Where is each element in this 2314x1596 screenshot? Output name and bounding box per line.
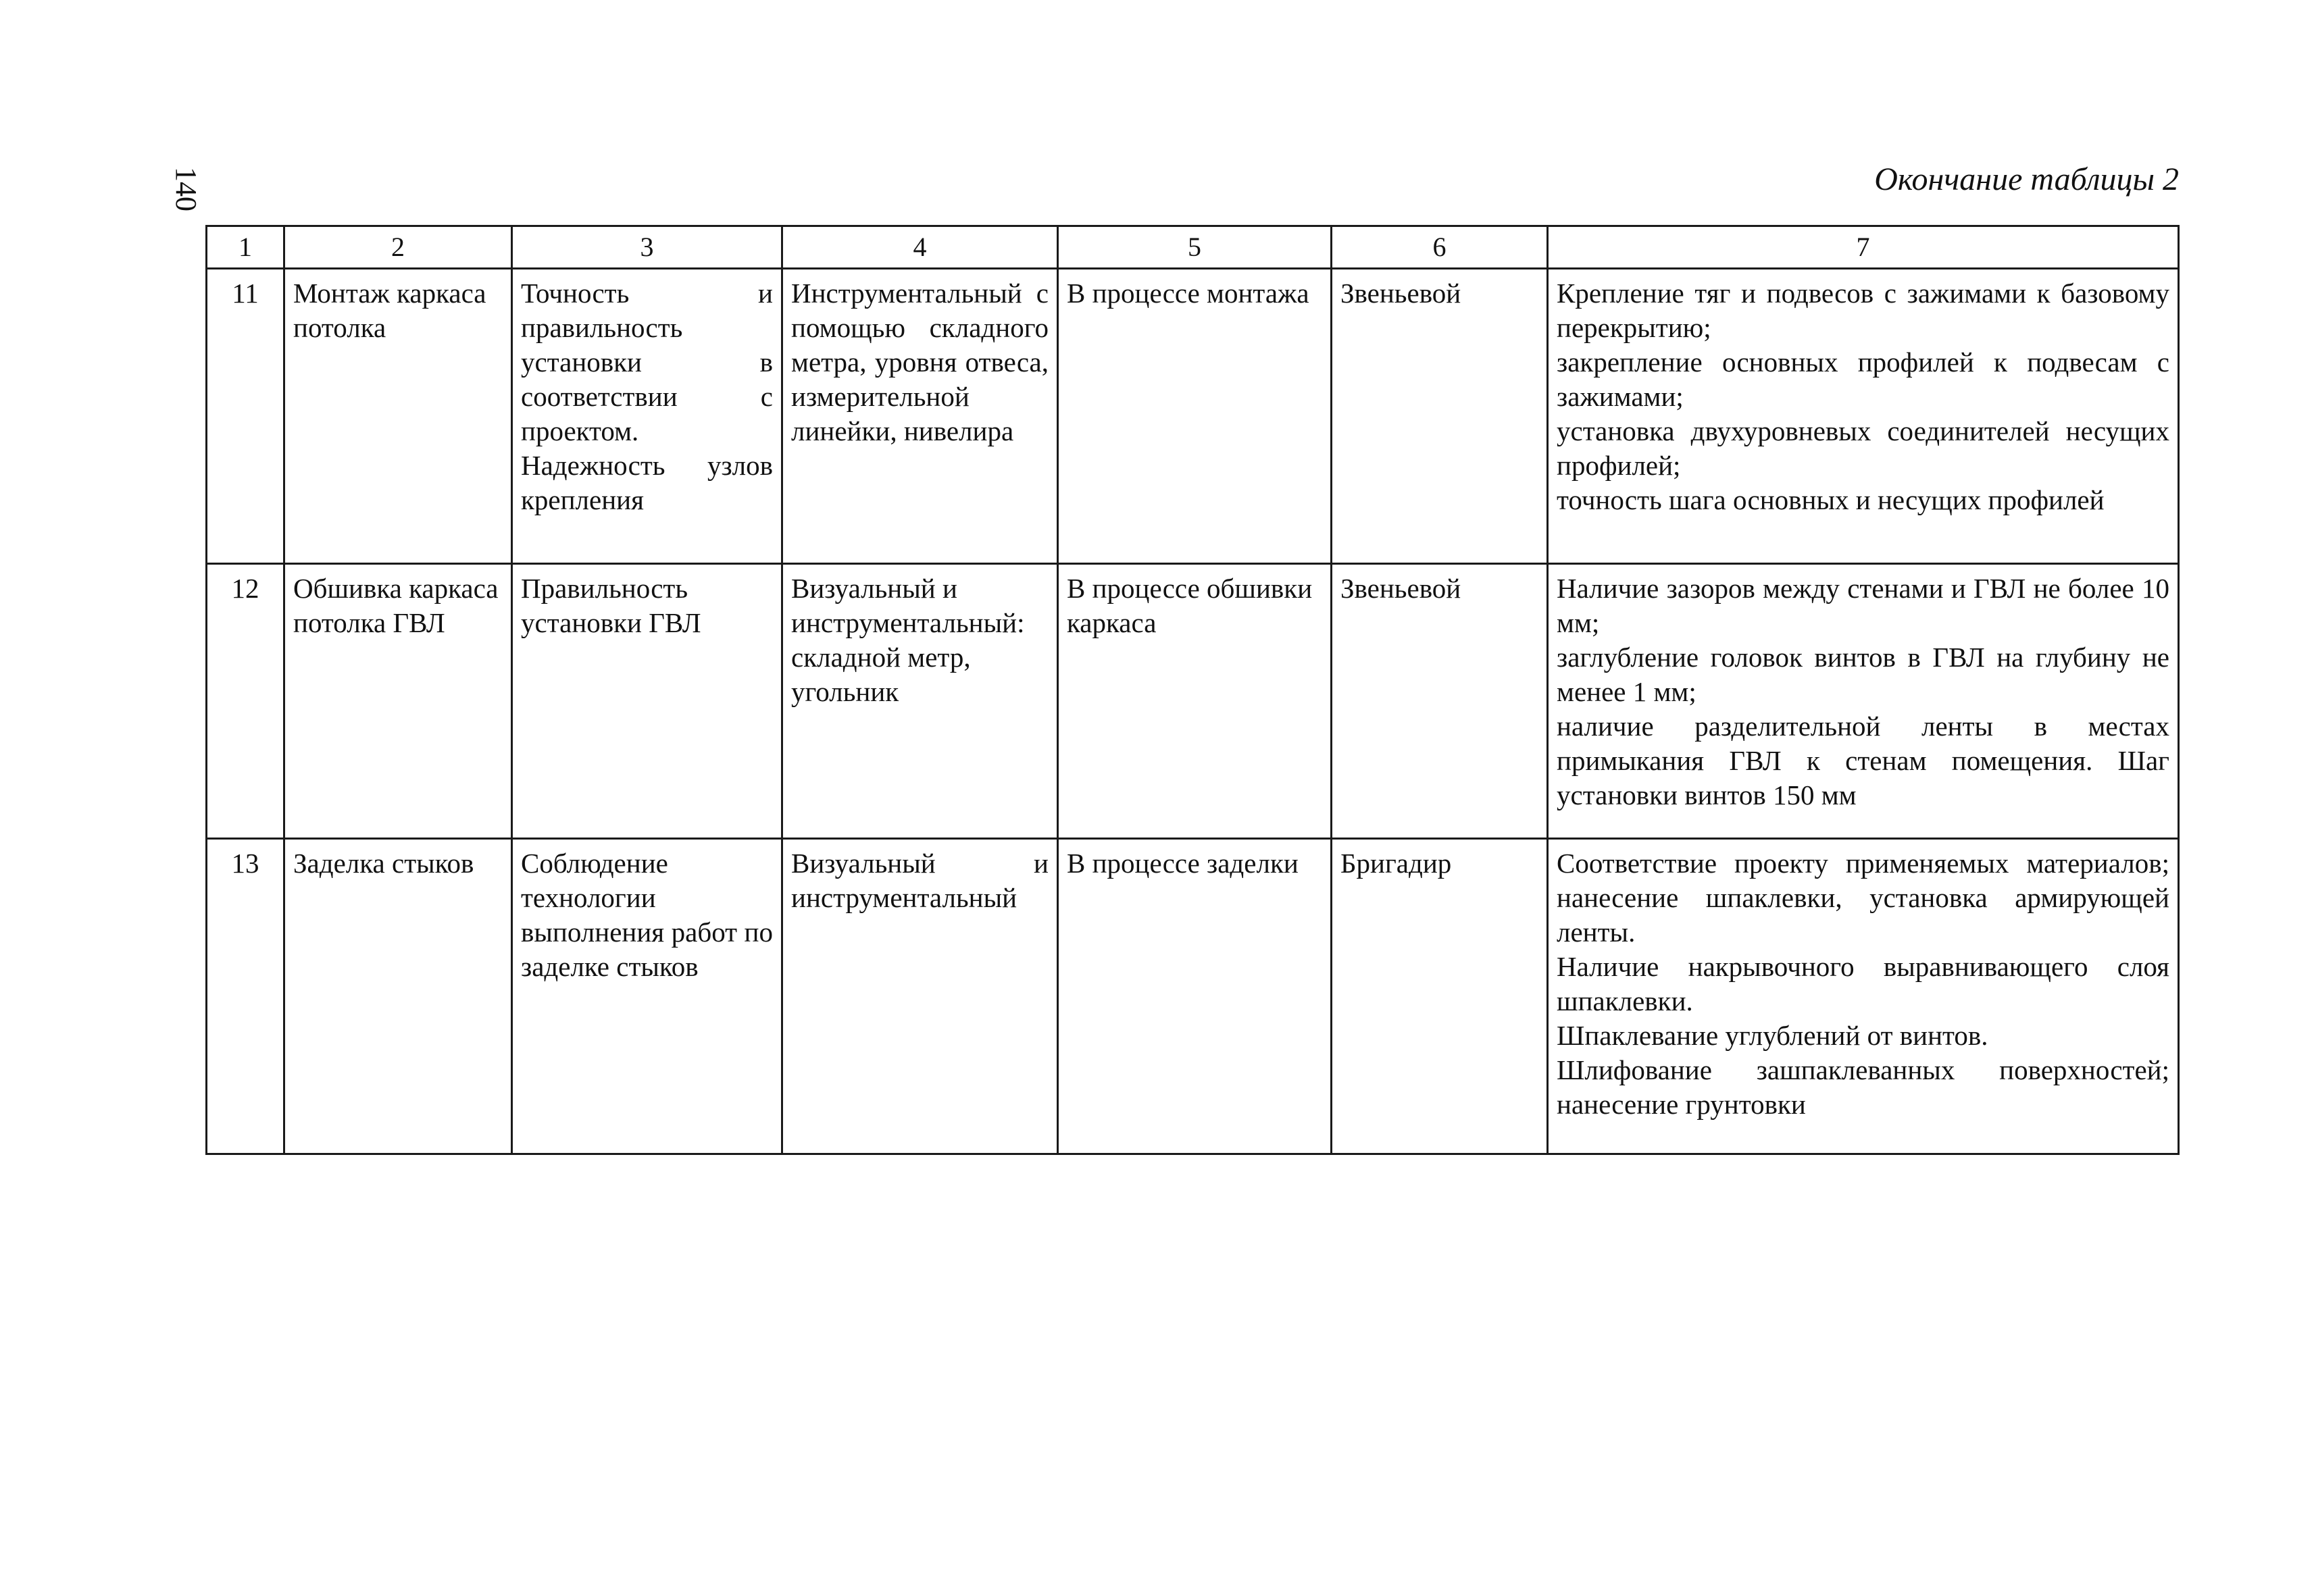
control-method: Визуальный и инструментальный: складной метр, угольник	[782, 564, 1058, 839]
controlled-parameter: Точность и правильность установки в соответствии с проектом. Надежность узлов крепления	[512, 269, 782, 564]
operation-line: точность шага основных и несущих профилей	[1557, 484, 2105, 515]
responsible-person: Звеньевой	[1332, 269, 1548, 564]
control-method: Инструментальный с помощью складного метра, уровня отвеса, измерительной линейки, нивелира	[782, 269, 1058, 564]
operation-line: Соответствие проекту применяемых материалов; нанесение шпаклевки, установка армирующей ленты.	[1557, 848, 2169, 948]
row-number: 13	[207, 839, 284, 1154]
controlled-parameter: Соблюдение технологии выполнения работ по заделке стыков	[512, 839, 782, 1154]
operation-name: Обшивка каркаса потолка ГВЛ	[284, 564, 512, 839]
operation-line: закрепление основных профилей к подвесам с зажимами;	[1557, 346, 2169, 412]
operation-line: Крепление тяг и подвесов с зажимами к базовому перекрытию;	[1557, 278, 2169, 343]
operation-line: Шлифование зашпаклеванных поверхностей; нанесение грунтовки	[1557, 1054, 2169, 1120]
control-time: В процессе обшивки каркаса	[1058, 564, 1332, 839]
row-number: 11	[207, 269, 284, 564]
row-number: 12	[207, 564, 284, 839]
control-time: В процессе заделки	[1058, 839, 1332, 1154]
column-header-1: 1	[207, 226, 284, 269]
column-header-6: 6	[1332, 226, 1548, 269]
controlled-operations	[1548, 269, 2179, 564]
operation-name: Заделка стыков	[284, 839, 512, 1154]
table-caption: Окончание таблицы 2	[1874, 161, 2179, 197]
responsible-person: Бригадир	[1332, 839, 1548, 1154]
column-header-3: 3	[512, 226, 782, 269]
operation-line: Наличие зазоров между стенами и ГВЛ не более 10 мм;	[1557, 573, 2169, 638]
controlled-operations	[1548, 839, 2179, 1154]
controlled-operations	[1548, 564, 2179, 839]
operation-line: заглубление головок винтов в ГВЛ на глубину не менее 1 мм;	[1557, 642, 2169, 707]
control-time: В процессе монтажа	[1058, 269, 1332, 564]
column-header-5: 5	[1058, 226, 1332, 269]
controlled-parameter: Правильность установки ГВЛ	[512, 564, 782, 839]
column-header-2: 2	[284, 226, 512, 269]
table-row	[207, 269, 2179, 564]
control-method: Визуальный и инструментальный	[782, 839, 1058, 1154]
table-row	[207, 839, 2179, 1154]
table-header-row	[207, 226, 2179, 269]
column-header-4: 4	[782, 226, 1058, 269]
operation-line: Шпаклевание углублений от винтов.	[1557, 1020, 1988, 1051]
page-number: 140	[170, 167, 203, 211]
operation-line: наличие разделительной ленты в местах примыкания ГВЛ к стенам помещения. Шаг установки винтов 150 мм	[1557, 711, 2169, 810]
column-header-7: 7	[1548, 226, 2179, 269]
operation-line: Наличие накрывочного выравнивающего слоя шпаклевки.	[1557, 951, 2169, 1016]
inspection-table	[205, 225, 2180, 1155]
operation-line: установка двухуровневых соединителей несущих профилей;	[1557, 415, 2169, 481]
responsible-person: Звеньевой	[1332, 564, 1548, 839]
table-row	[207, 564, 2179, 839]
operation-name: Монтаж каркаса потолка	[284, 269, 512, 564]
